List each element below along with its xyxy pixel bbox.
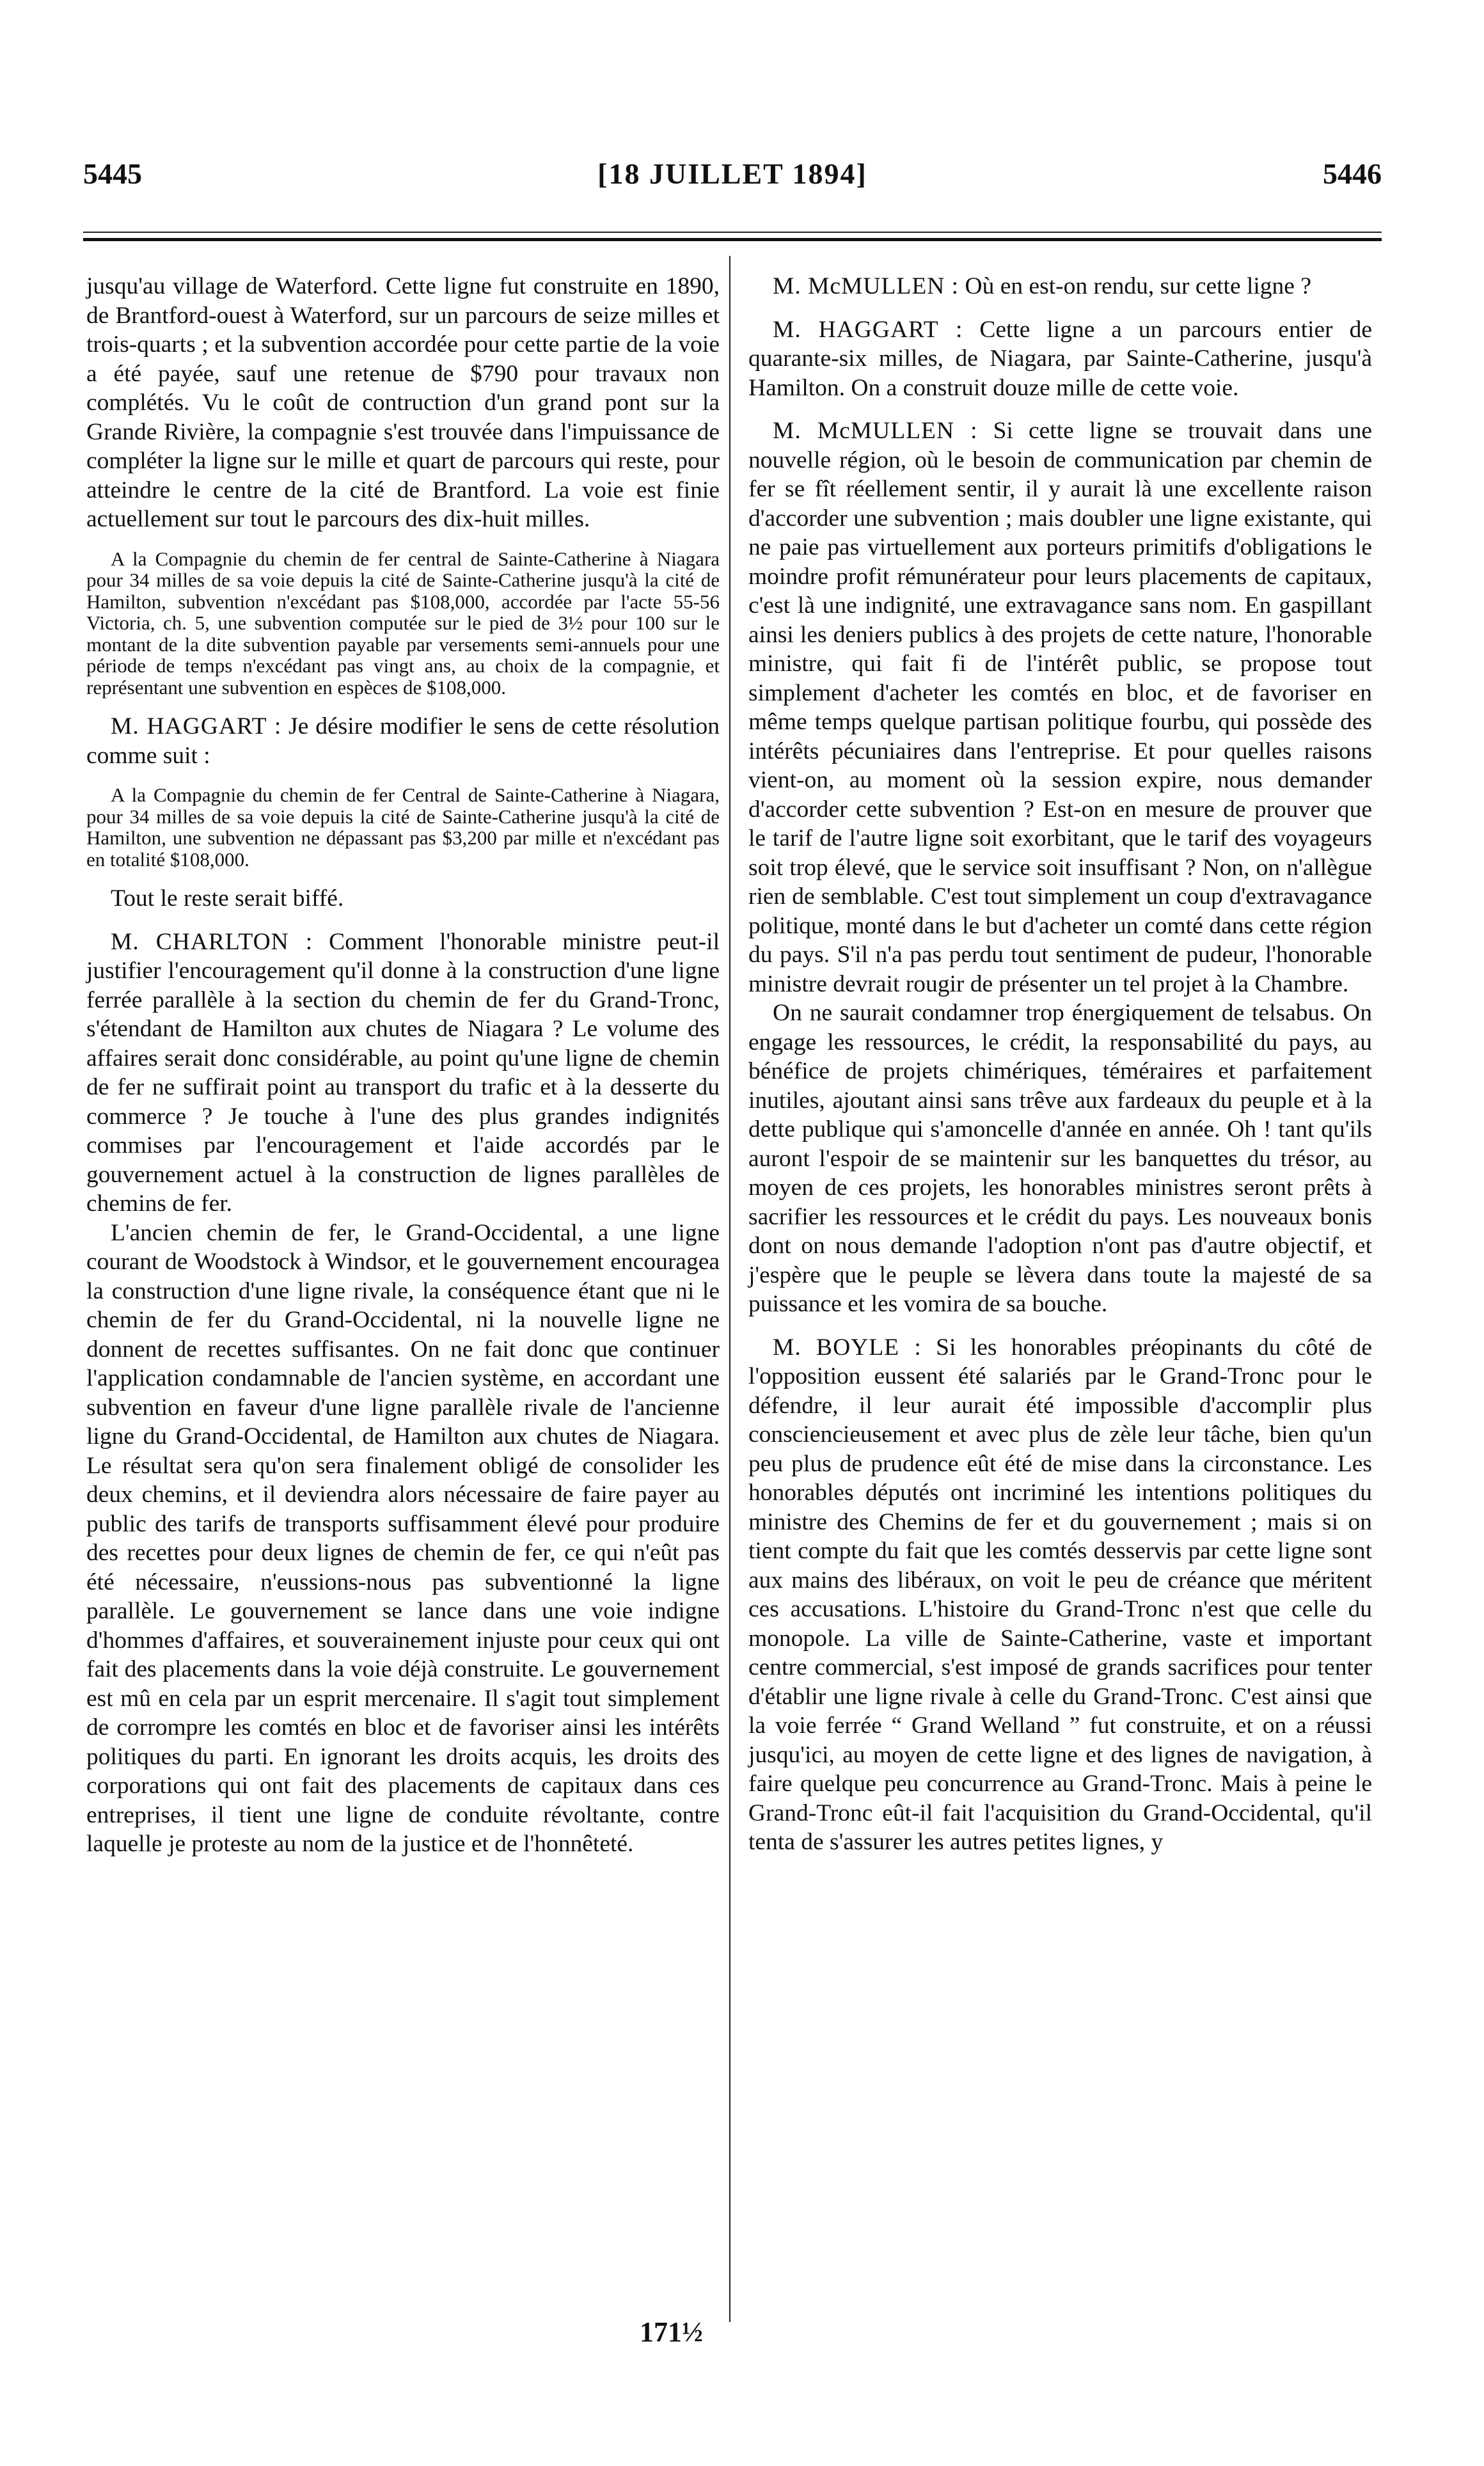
speech-haggart: Je désire modifier le sens de cette résolution comme suit : xyxy=(86,713,720,769)
speaker-haggart: M. HAGGART : xyxy=(111,713,282,739)
signature-mark: 171½ xyxy=(640,2316,703,2348)
paragraph-mcmullen-1 xyxy=(748,272,1372,301)
speech-mcmullen-1: Où en est-on rendu, sur cette ligne ? xyxy=(959,273,1311,299)
right-column xyxy=(748,272,1372,1857)
speaker-boyle: M. BOYLE : xyxy=(773,1334,922,1361)
paragraph-charlton xyxy=(86,928,720,1219)
paragraph-haggart xyxy=(86,712,720,770)
speaker-mcmullen-2: M. McMULLEN : xyxy=(773,418,978,444)
paragraph-haggart-2 xyxy=(748,315,1372,403)
resolution-original: A la Compagnie du chemin de fer central de Sainte-Catherine à Niagara pour 34 milles de sa voie depuis la cité de Sainte-Catherine jusqu'à la cité de Hamilton, subvention n'excédant pas $108,000, accordée par l'acte 55-56 Victoria, ch. 5, une subvention computée sur le pied de 3½ pour 100 sur le montant de la dite subvention payable par versements semi-annuels pour une période de temps n'excédant pas vingt ans, au choix de la compagnie, et représentant une subvention en espèces de $108,000. xyxy=(86,547,720,699)
speech-mcmullen-2: Si cette ligne se trouvait dans une nouvelle région, où le besoin de communication par chemin de fer se fît réellement sentir, il y aurait là une excellente raison d'accorder une subvention ; mais doubler une ligne existante, qui ne paie pas virtuellement aux porteurs primitifs d'obligations le moindre profit rémunérateur pour leurs placements de capitaux, c'est là une indignité, une extravagance sans nom. En gaspillant ainsi les deniers publics à des projets de cette nature, l'honorable ministre, qui fait fi de l'intérêt public, se propose tout simplement d'acheter les comtés en bloc, et de favoriser en même temps quelque partisan politique fourbu, qui possède des intérêts pécuniaires dans l'entreprise. Et pour quelles raisons vient-on, au moment où la session expire, nous demander d'accorder cette subvention ? Est-on en mesure de prouver que le tarif de l'autre ligne soit exorbitant, que le tarif des voyageurs soit trop élevé, que le service soit insuffisant ? Non, on n'allègue rien de semblable. C'est tout simplement un coup d'extravagance politique, monté dans le but d'acheter un comté dans cette région du pays. S'il n'a pas perdu tout sentiment de pudeur, l'honorable ministre devrait rougir de présenter un tel projet à la Chambre. xyxy=(748,418,1372,997)
column-divider xyxy=(729,256,730,2322)
paragraph-mcmullen-2 xyxy=(748,416,1372,999)
header-date: [18 JUILLET 1894] xyxy=(597,157,867,190)
speech-haggart-2: Cette ligne a un parcours entier de quarante-six milles, de Niagara, par Sainte-Catherine, jusqu'à Hamilton. On a construit douze mille de cette voie. xyxy=(748,316,1372,401)
page-number-left: 5445 xyxy=(83,157,142,190)
paragraph-boyle xyxy=(748,1333,1372,1857)
header-rule-thin xyxy=(83,232,1382,233)
header-rule-thick xyxy=(83,238,1382,241)
paragraph-ancien-chemin: L'ancien chemin de fer, le Grand-Occidental, a une ligne courant de Woodstock à Windsor, et le gouvernement encouragea la construction d'une ligne rivale, la conséquence étant que ni le chemin de fer du Grand-Occidental, ni la nouvelle ligne ne donnent de recettes suffisantes. On ne fait donc que continuer l'application condamnable de l'ancien système, en accordant une subvention en faveur d'une ligne parallèle rivale de l'ancienne ligne du Grand-Occidental, de Hamilton aux chutes de Niagara. Le résultat sera qu'on sera finalement obligé de consolider les deux chemins, et il deviendra alors nécessaire de faire payer au public des tarifs de transports suffisamment élevé pour produire des recettes pour deux lignes de chemin de fer, ce qui n'eût pas été nécessaire, n'eussions-nous pas subventionné la ligne parallèle. Le gouvernement se lance dans une voie indigne d'hommes d'affaires, et souverainement injuste pour ceux qui ont fait des placements dans la voie déjà construite. Le gouvernement est mû en cela par un esprit mercenaire. Il s'agit tout simplement de corrompre les comtés en bloc et de favoriser ainsi les intérêts politiques du parti. En ignorant les droits acquis, les droits des corporations qui ont fait des placements de capitaux dans ces entreprises, il tient une ligne de conduite révoltante, contre laquelle je proteste au nom de la justice et de l'honnêteté. xyxy=(86,1219,720,1857)
speech-charlton: Comment l'honorable ministre peut-il justifier l'encouragement qu'il donne à la construction d'une ligne ferrée parallèle à la section du chemin de fer du Grand-Tronc, s'étendant de Hamilton aux chutes de Niagara ? Le volume des affaires serait donc considérable, au point qu'une ligne de chemin de fer ne suffirait point au transport du trafic et à la desserte du commerce ? Je touche à l'une des plus grandes indignités commises par l'encouragement et l'aide accordés par le gouvernement actuel à la construction de lignes parallèles de chemins de fer. xyxy=(86,928,720,1217)
speech-boyle: Si les honorables préopinants du côté de l'opposition eussent été salariés par le Grand-Tronc pour le défendre, il leur aurait été impossible d'accomplir plus consciencieusement et avec plus de zèle leur tâche, bien qu'un peu plus de prudence eût été de mise dans la circonstance. Les honorables députés ont incriminé les intentions politiques du ministre des Chemins de fer et du gouvernement ; mais si on tient compte du fait que les comtés desservis par cette ligne sont aux mains des libéraux, on voit le peu de créance que méritent ces accusations. L'histoire du Grand-Tronc n'est que celle du monopole. La ville de Sainte-Catherine, vaste et important centre commercial, s'est imposé de grands sacrifices pour tenter d'établir une ligne rivale à celle du Grand-Tronc. C'est ainsi que la voie ferrée “ Grand Welland ” fut construite, et on a réussi jusqu'ici, au moyen de cette ligne et des lignes de navigation, à faire quelque peu concurrence au Grand-Tronc. Mais à peine le Grand-Tronc eût-il fait l'acquisition du Grand-Occidental, qu'il tenta de s'assurer les autres petites lignes, y xyxy=(748,1334,1372,1855)
speaker-charlton: M. CHARLTON : xyxy=(111,928,313,955)
left-column xyxy=(86,272,720,1859)
speaker-mcmullen-1: M. McMULLEN : xyxy=(773,273,959,299)
page-header xyxy=(83,157,1382,202)
speaker-haggart-2: M. HAGGART : xyxy=(773,316,963,343)
page-number-right: 5446 xyxy=(1323,157,1382,190)
resolution-amended: A la Compagnie du chemin de fer Central de Sainte-Catherine à Niagara, pour 34 milles de sa voie depuis la cité de Sainte-Catherine jusqu'à la cité de Hamilton, une subvention ne dépassant pas $3,200 par mille et n'excédant pas en totalité $108,000. xyxy=(86,784,720,871)
paragraph-waterford: jusqu'au village de Waterford. Cette ligne fut construite en 1890, de Brantford-ouest à Waterford, sur un parcours de seize milles et trois-quarts ; et la subvention accordée pour cette partie de la voie a été payée, sauf une retenue de $790 pour travaux non complétés. Vu le coût de contruction d'un grand pont sur la Grande Rivière, la compagnie s'est trouvée dans l'impuissance de compléter la ligne sur le mille et quart de parcours qui reste, pour atteindre le centre de la cité de Brantford. La voie est finie actuellement sur tout le parcours des dix-huit milles. xyxy=(86,273,720,532)
paragraph-condamner: On ne saurait condamner trop énergiquement de telsabus. On engage les ressources, le crédit, la responsabilité du pays, au bénéfice de projets chimériques, téméraires et parfaitement inutiles, ajoutant ainsi sans trêve aux fardeaux du peuple et à la dette publique qui s'amoncelle d'année en année. Oh ! tant qu'ils auront l'espoir de se maintenir sur les banquettes du trésor, au moyen de ces projets, les honorables ministres seront prêts à sacrifier les ressources et le crédit du pays. Les nouveaux bonis dont on nous demande l'adoption n'ont pas d'autre objectif, et j'espère que le peuple se lèvera dans toute la majesté de sa puissance et les vomira de sa bouche. xyxy=(748,1000,1372,1317)
paragraph-biffe: Tout le reste serait biffé. xyxy=(111,885,344,912)
